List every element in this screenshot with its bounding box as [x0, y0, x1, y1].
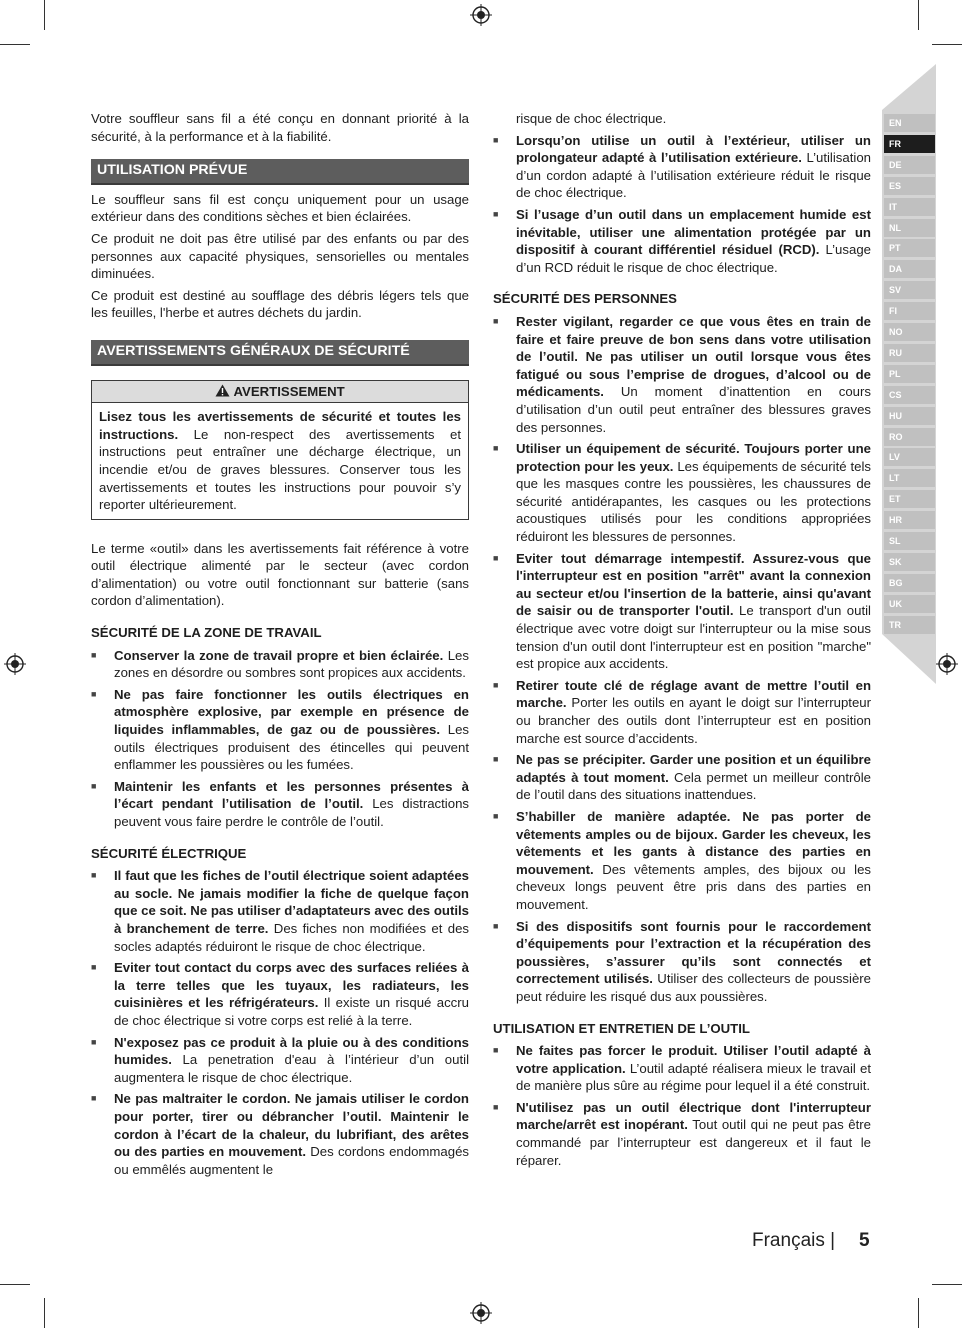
- language-tab-et[interactable]: ET: [884, 490, 935, 508]
- warning-bold-text: Lisez tous les avertissements de sécurité et toutes les instructions.: [99, 409, 461, 442]
- item-bold: Conserver la zone de travail propre et bien éclairée.: [114, 647, 444, 663]
- list-item: [91, 647, 469, 682]
- language-tab-hr[interactable]: HR: [884, 511, 935, 529]
- continuation-text: risque de choc électrique.: [516, 111, 667, 126]
- item-text: Il existe un risqué accru de choc électrique si votre corps est relié à la terre.: [114, 995, 469, 1028]
- subheading-work-area: SÉCURITÉ DE LA ZONE DE TRAVAIL: [91, 625, 322, 641]
- item-bold: N'utilisez pas un outil électrique dont l'interrupteur marche/arrêt est inopérant.: [516, 1099, 871, 1133]
- list-item: [493, 918, 871, 1006]
- language-tab-uk[interactable]: UK: [884, 595, 935, 613]
- item-bold: Maintenir les enfants et les personnes présentes à l’écart pendant l’utilisation de l’outil.: [114, 778, 469, 812]
- item-text: Tout outil qui ne peut pas être commandé par l’interrupteur est dangereux et il faut le réparer.: [516, 1117, 871, 1168]
- item-bold: Eviter tout contact du corps avec des surfaces reliées à la terre telles que les tuyaux, les radiateurs, les cuisinières et les réfrigérateurs.: [114, 960, 469, 1011]
- item-text: Les zones en désordre ou sombres sont propices aux accidents.: [114, 647, 469, 681]
- list-item: [91, 1090, 469, 1178]
- warning-text: Le non-respect des avertissements et instructions peut entraîner une décharge électrique, un incendie et/ou de graves blessures. Conserver tous les avertissements et toutes les instructions pour pouvoir s’y reporter ultérieurement.: [99, 426, 461, 513]
- language-tab-fi[interactable]: FI: [884, 302, 935, 320]
- crop-mark: [44, 0, 45, 30]
- language-tab-de[interactable]: DE: [884, 156, 935, 174]
- language-tab-en[interactable]: EN: [884, 114, 935, 132]
- item-text: L’utilisation d’un cordon adapté à l’utilisation extérieure réduit le risque de choc électrique.: [516, 150, 871, 201]
- bullet-list: [493, 132, 871, 277]
- warning-body: [92, 403, 468, 519]
- registration-mark-icon: [470, 1302, 492, 1324]
- list-item: [493, 206, 871, 276]
- list-item: [493, 808, 871, 914]
- item-text: Les distractions peuvent vous faire perdre le contrôle de l’outil.: [114, 796, 469, 829]
- crop-mark: [0, 1284, 30, 1285]
- list-item: [91, 778, 469, 831]
- page-number: 5: [859, 1230, 870, 1251]
- list-item: [91, 686, 469, 774]
- item-text: L’usage d’un RCD réduit le risque de choc électrique.: [516, 242, 871, 275]
- item-bold: Lorsqu’on utilise un outil à l’extérieur, utiliser un prolongateur adapté à l’utilisation extérieure.: [516, 132, 871, 166]
- language-tab-it[interactable]: IT: [884, 198, 935, 216]
- left-column: [91, 110, 469, 1182]
- item-text: La penetration d'eau à l’intérieur d’un outil augmentera le risque de choc électrique.: [114, 1052, 469, 1085]
- registration-mark-icon: [4, 653, 26, 675]
- crop-mark: [44, 1298, 45, 1328]
- item-bold: Utiliser un équipement de sécurité. Toujours porter une protection pour les yeux.: [516, 441, 871, 474]
- bullet-list: [493, 313, 871, 1006]
- language-tab-sk[interactable]: SK: [884, 553, 935, 571]
- language-tab-lv[interactable]: LV: [884, 448, 935, 466]
- crop-mark: [0, 44, 30, 45]
- item-text: Un moment d’inattention en cours d’utilisation d’un outil peut entraîner des blessures graves des personnes.: [516, 384, 871, 435]
- paragraph: Ce produit est destiné au soufflage des débris légers tels que les feuilles, l'herbe et autres déchets du jardin.: [91, 287, 469, 321]
- item-text: Des fiches non modifiées et des socles adaptés réduiront le risque de choc électrique.: [114, 920, 469, 954]
- item-bold: Eviter tout démarrage intempestif. Assurez-vous que l'interrupteur est en position "arrêt" avant la connexion au secteur et/ou l'insertion de la batterie, ainsi qu'avant de saisir ou de transporter l'outil.: [516, 550, 871, 619]
- intro-text: Votre souffleur sans fil a été conçu en donnant priorité à la sécurité, à la performance et à la fiabilité.: [91, 111, 469, 144]
- list-item: [91, 1034, 469, 1087]
- item-bold: N'exposez pas ce produit à la pluie ou à des conditions humides.: [114, 1034, 469, 1068]
- section-heading-intended-use: UTILISATION PRÉVUE: [91, 159, 469, 185]
- paragraph: Ce produit ne doit pas être utilisé par des enfants ou par des personnes aux capacité physiques, sensorielles ou mentales diminuées.: [91, 230, 469, 282]
- item-text: Le transport d'un outil électrique avec votre doigt sur l'interrupteur ou la mise sous tension d'un outil dont l'interrupteur est en position "marche" est propice aux accidents.: [516, 603, 871, 672]
- crop-mark: [918, 1298, 919, 1328]
- language-tab-hu[interactable]: HU: [884, 407, 935, 425]
- crop-mark: [932, 1284, 962, 1285]
- item-text: L’outil adapté réalisera mieux le travail et de manière plus sûre au régime pour lequel il a été construit.: [516, 1060, 871, 1094]
- crop-mark: [932, 44, 962, 45]
- section-heading-general-warnings: AVERTISSEMENTS GÉNÉRAUX DE SÉCURITÉ: [91, 340, 469, 366]
- item-bold: Ne faites pas forcer le produit. Utiliser l’outil adapté à votre application.: [516, 1043, 871, 1076]
- list-item: [493, 1099, 871, 1169]
- item-text: Les équipements de sécurité tels que les masques contre les poussières, les chaussures de sécurité antidérapantes, les casques ou les protections acoustiques utilisés pour les conditions appropriées réduiront les blessures de personnes.: [516, 458, 871, 545]
- item-text: Des cordons endommagés ou emmêlés augmentent le: [114, 1144, 469, 1177]
- language-tab-sv[interactable]: SV: [884, 281, 935, 299]
- language-tab-ro[interactable]: RO: [884, 428, 935, 446]
- item-text: Des vêtements amples, des bijoux ou les cheveux longs peuvent être pris dans des parties en mouvement.: [516, 861, 871, 912]
- item-bold: Si l’usage d’un outil dans un emplacement humide est inévitable, utiliser une alimentation protégée par un dispositif à courant différentiel résiduel (RCD).: [516, 206, 871, 258]
- item-bold: Ne pas faire fonctionner les outils électriques en atmosphère explosive, par exemple en présence de liquides inflammables, de gaz ou de poussières.: [114, 686, 469, 738]
- language-tab-da[interactable]: DA: [884, 260, 935, 278]
- item-bold: Si des dispositifs sont fournis pour le raccordement d’équipements pour l’extraction et la récupération des poussières, s’assurer qu’ils sont connectés et correctement utilisés.: [516, 918, 871, 987]
- list-item: [493, 677, 871, 747]
- language-tab-ru[interactable]: RU: [884, 344, 935, 362]
- registration-mark-icon: [936, 653, 958, 675]
- item-text: Cela permet un meilleur contrôle de l’outil dans des situations inattendues.: [516, 769, 871, 803]
- list-item: [91, 867, 469, 955]
- bullet-list: [493, 1042, 871, 1169]
- item-bold: Retirer toute clé de réglage avant de mettre l’outil en marche.: [516, 677, 871, 711]
- language-tab-pl[interactable]: PL: [884, 365, 935, 383]
- language-tab-tr[interactable]: TR: [884, 616, 935, 634]
- subheading-tool-use: UTILISATION ET ENTRETIEN DE L’OUTIL: [493, 1020, 750, 1036]
- bullet-list: [91, 867, 469, 1178]
- warning-label: AVERTISSEMENT: [233, 383, 345, 399]
- item-text: Les outils électriques produisent des étincelles qui peuvent enflammer les poussières ou les fumées.: [114, 722, 469, 773]
- paragraph: Le souffleur sans fil est conçu uniquement pour un usage extérieur dans des conditions sèches et bien éclairées.: [91, 191, 469, 225]
- list-item: [493, 751, 871, 804]
- warning-box: [91, 380, 469, 520]
- item-text: Utiliser des collecteurs de poussière peut réduire les risqué dus aux poussières.: [516, 971, 872, 1004]
- item-bold: Ne pas se précipiter. Garder une position et un équilibre adaptés à tout moment.: [516, 752, 871, 785]
- language-tab-pt[interactable]: PT: [884, 239, 935, 257]
- list-item: [493, 550, 871, 673]
- language-tab-bg[interactable]: BG: [884, 574, 935, 592]
- registration-mark-icon: [470, 4, 492, 26]
- language-tab-fr[interactable]: FR: [884, 135, 935, 153]
- right-column: [493, 110, 871, 1173]
- language-tab-es[interactable]: ES: [884, 177, 935, 195]
- language-tab-lt[interactable]: LT: [884, 469, 935, 487]
- warning-header: [92, 381, 468, 404]
- crop-mark: [918, 0, 919, 30]
- footer-language: Français |: [752, 1230, 836, 1251]
- language-tab-no[interactable]: NO: [884, 323, 935, 341]
- item-text: Porter les outils en ayant le doigt sur l’interrupteur ou brancher des outils dont l’interrupteur est en position marche est source d’accidents.: [516, 695, 871, 746]
- item-bold: Il faut que les fiches de l’outil électrique soient adaptées au socle. Ne jamais modifier la fiche de quelque façon que ce soit. Ne pas utiliser d’adaptateurs avec des outils à branchement de terre.: [114, 868, 469, 936]
- list-item: [493, 440, 871, 546]
- warning-triangle-icon: [215, 384, 230, 397]
- language-tab-cs[interactable]: CS: [884, 386, 935, 404]
- item-bold: Ne pas maltraiter le cordon. Ne jamais utiliser le cordon pour porter, tirer ou débrancher l’outil. Maintenir le cordon à l’écart de la chaleur, du lubrifiant, des arêtes ou des parties en mouvement.: [114, 1091, 469, 1160]
- list-item: [493, 132, 871, 202]
- item-bold: S’habiller de manière adaptée. Ne pas porter de vêtements amples ou de bijoux. Garder les cheveux, les vêtements et les gants à distance des parties en mouvement.: [516, 808, 871, 877]
- language-tab-sl[interactable]: SL: [884, 532, 935, 550]
- list-item: [493, 313, 871, 436]
- subheading-electrical: SÉCURITÉ ÉLECTRIQUE: [91, 845, 247, 861]
- list-item: [91, 959, 469, 1029]
- language-tab-nl[interactable]: NL: [884, 219, 935, 237]
- list-item: [493, 1042, 871, 1095]
- bullet-list: [91, 647, 469, 831]
- item-bold: Rester vigilant, regarder ce que vous êtes en train de faire et faire preuve de bon sens dans votre utilisation de l’outil. Ne pas utiliser un outil lorsque vous êtes fatigué ou sous l’emprise de drogues, d’alcool ou de médicaments.: [516, 313, 871, 400]
- subheading-personal: SÉCURITÉ DES PERSONNES: [493, 291, 677, 307]
- paragraph: Le terme «outil» dans les avertissements fait référence à votre outil électrique alimenté par le secteur (avec cordon d’alimentation) ou votre outil fonctionnant sur batterie (sans cordon d’alimentation).: [91, 540, 469, 609]
